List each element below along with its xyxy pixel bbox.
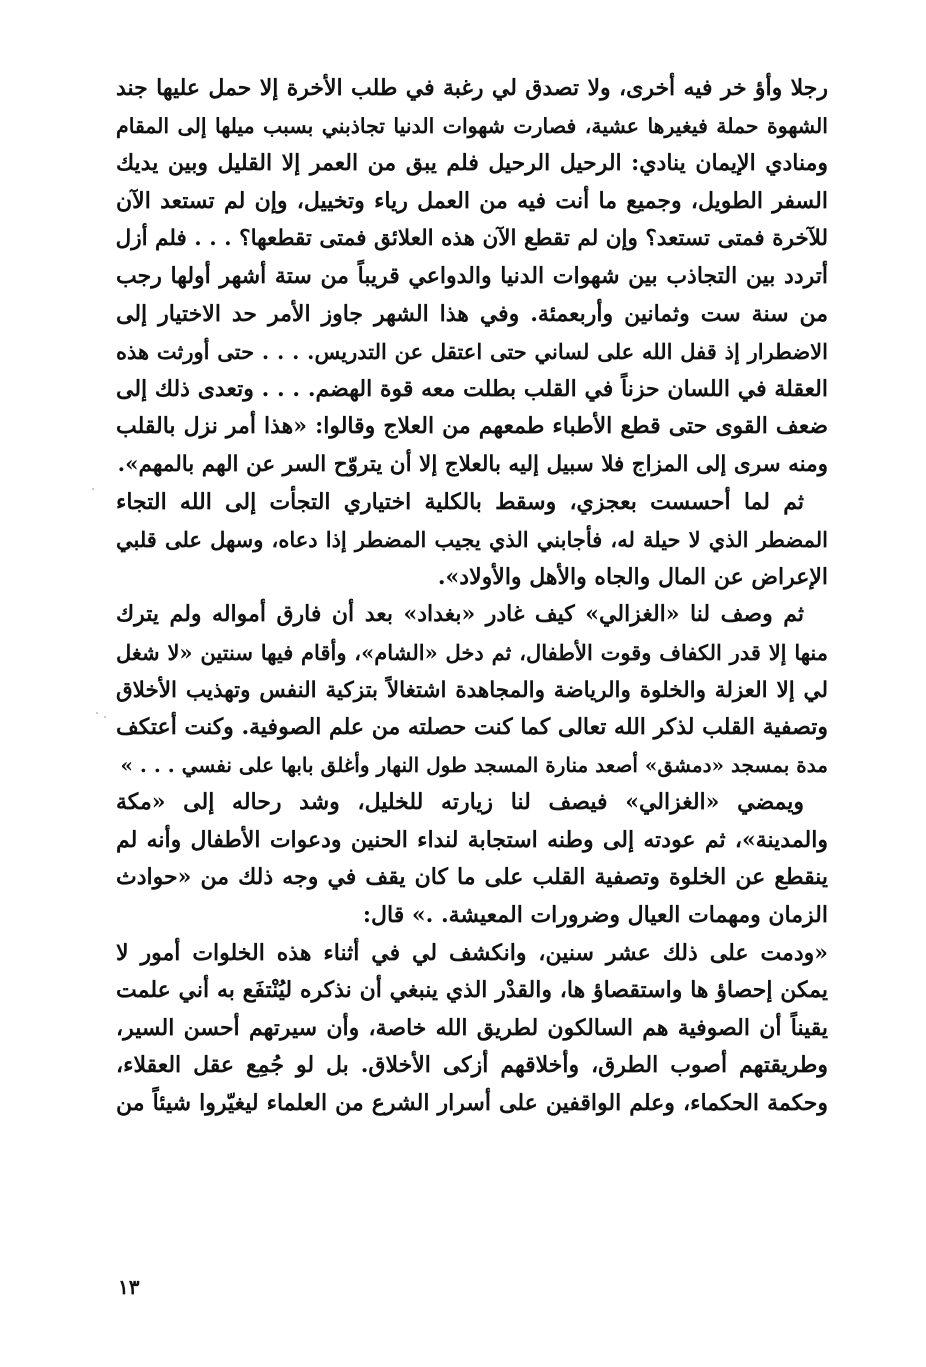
text-line: الإعراض عن المال والجاه والأهل والأولاد».	[437, 563, 828, 590]
scan-speck	[104, 716, 106, 718]
text-line: ويمضي «الغزالي» فيصف لنا زيارته للخليل، وشد رحاله إلى «مكة	[116, 789, 804, 816]
text-line: وحكمة الحكماء، وعلم الواقفين على أسرار الشرع من العلماء ليغيّروا شيئاً من	[116, 1090, 828, 1117]
text-line: الشهوة حملة فيغيرها عشية، فصارت شهوات الدنيا تجاذبني بسبب ميلها إلى المقام	[116, 113, 828, 138]
text-line: السفر الطويل، وجميع ما أنت فيه من العمل رياء وتخييل، وإن لم تستعد الآن	[116, 187, 828, 214]
text-line: ضعف القوى حتى قطع الأطباء طمعهم من العلاج وقالوا: «هذا أمر نزل بالقلب	[116, 413, 828, 440]
scan-speck	[96, 712, 98, 714]
text-line: العقلة في اللسان حزناً في القلب بطلت معه قوة الهضم. . . . وتعدى ذلك إلى	[116, 375, 828, 402]
text-line: منها إلا قدر الكفاف وقوت الأطفال، ثم دخل «الشام»، وأقام فيها سنتين «لا شغل	[116, 639, 828, 665]
text-line: ينقطع عن الخلوة وتصفية القلب على ما كان يقف في وجه ذلك من «حوادث	[116, 864, 828, 891]
text-line: من سنة ست وثمانين وأربعمئة. وفي هذا الشهر جاوز الأمر حد الاختيار إلى	[116, 300, 828, 327]
text-line: ثم لما أحسست بعجزي، وسقط بالكلية اختياري التجأت إلى الله التجاء	[116, 488, 804, 515]
text-line: والمدينة»، ثم عودته إلى وطنه استجابة لنداء الحنين ودعوات الأطفال وأنه لم	[116, 826, 828, 853]
text-line: وتصفية القلب لذكر الله تعالى كما كنت حصلته من علم الصوفية. وكنت أعتكف	[116, 714, 828, 741]
scan-speck	[92, 488, 94, 490]
text-line: «ودمت على ذلك عشر سنين، وانكشف لي في أثناء هذه الخلوات أمور لا	[116, 939, 828, 966]
text-line: ومنادي الإيمان ينادي: الرحيل الرحيل فلم يبق من العمر إلا القليل وبين يديك	[116, 150, 828, 177]
text-line: الاضطرار إذ قفل الله على لساني حتى اعتقل عن التدريس. . . . حتى أورثت هذه	[116, 339, 828, 365]
text-line: للآخرة فمتى تستعد؟ وإن لم تقطع الآن هذه العلائق فمتى تقطعها؟ . . . فلم أزل	[116, 226, 828, 252]
text-line: يمكن إحصاؤ ها واستقصاؤ ها، والقدْر الذي ينبغي أن نذكره ليُنْتفَع به أني علمت	[116, 977, 828, 1004]
body-text	[116, 70, 828, 1123]
text-line: ومنه سرى إلى المزاج فلا سبيل إليه بالعلاج إلا أن يتروّح السر عن الهم بالمهم».	[117, 451, 828, 477]
text-line: مدة بمسجد «دمشق» أصعد منارة المسجد طول النهار وأغلق بابها على نفسي . . . »	[120, 752, 828, 777]
text-line: رجلا وأؤ خر فيه أخرى، ولا تصدق لي رغبة في طلب الأخرة إلا حمل عليها جند	[116, 75, 828, 101]
text-line: وطريقتهم أصوب الطرق، وأخلاقهم أزكى الأخلاق. بل لو جُمِع عقل العقلاء،	[116, 1052, 828, 1079]
text-line: لي إلا العزلة والخلوة والرياضة والمجاهدة اشتغالاً بتزكية النفس وتهذيب الأخلاق	[116, 677, 828, 703]
text-line: ثم وصف لنا «الغزالي» كيف غادر «بغداد» بعد أن فارق أمواله ولم يترك	[116, 601, 804, 628]
text-line: يقيناً أن الصوفية هم السالكون لطريق الله خاصة، وأن سيرتهم أحسن السير،	[116, 1014, 828, 1041]
text-line: الزمان ومهمات العيال وضرورات المعيشة. .» قال:	[362, 902, 828, 929]
text-line: أتردد بين التجاذب بين شهوات الدنيا والدواعي قريباً من ستة أشهر أولها رجب	[116, 262, 828, 289]
text-line: المضطر الذي لا حيلة له، فأجابني الذي يجيب المضطر إذا دعاه، وسهل على قلبي	[116, 527, 828, 553]
page-number: ١٣	[118, 1275, 140, 1299]
